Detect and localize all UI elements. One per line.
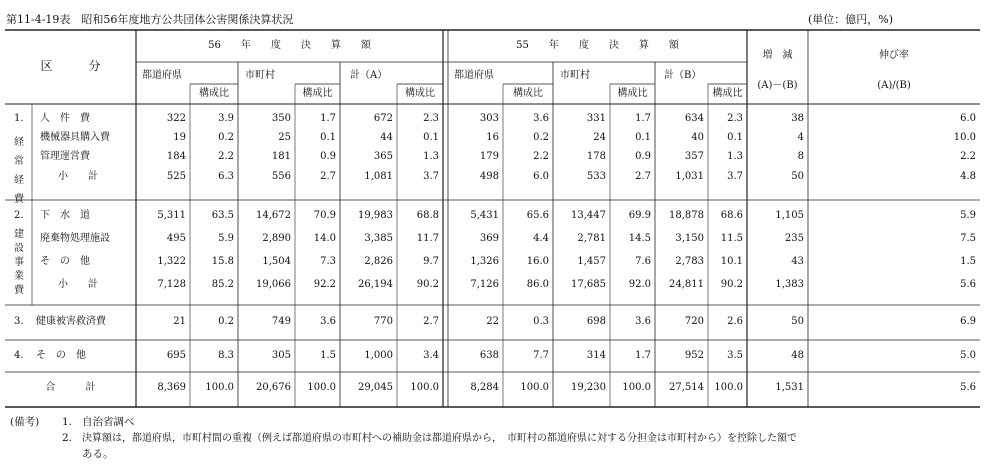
- table-cell: 6.9: [960, 316, 976, 327]
- header-ratio: 構成比: [405, 88, 435, 99]
- table-cell: 24,811: [669, 279, 704, 290]
- table-cell: 100.0: [410, 382, 439, 393]
- table-cell: 0.1: [423, 132, 439, 143]
- table-cell: 40: [691, 132, 704, 143]
- table-cell: 0.1: [727, 132, 743, 143]
- table-cell: 25: [278, 132, 291, 143]
- table-cell: 19,983: [358, 210, 393, 221]
- table-cell: 365: [373, 151, 393, 162]
- header-muni-55: 市町村: [560, 70, 590, 81]
- table-cell: 3.7: [727, 171, 743, 182]
- table-cell: 672: [373, 113, 393, 124]
- table-cell: 533: [586, 171, 606, 182]
- row-label: 健康被害救済費: [36, 316, 106, 327]
- table-cell: 24: [593, 132, 606, 143]
- table-cell: 9.7: [423, 256, 439, 267]
- table-cell: 86.0: [526, 279, 549, 290]
- table-cell: 7.7: [533, 350, 549, 361]
- table-cell: 2.3: [727, 113, 743, 124]
- note-2-no: 2.: [62, 432, 73, 444]
- table-cell: 15.8: [211, 256, 234, 267]
- row-label: 小 計: [58, 279, 98, 290]
- table-cell: 357: [684, 151, 704, 162]
- table-cell: 100.0: [714, 382, 743, 393]
- table-cell: 1.7: [320, 113, 336, 124]
- table-cell: 3,385: [364, 233, 393, 244]
- table-cell: 2.6: [727, 316, 743, 327]
- table-cell: 495: [166, 233, 186, 244]
- table-cell: 38: [791, 113, 804, 124]
- group-label-2: 建 設 事 業 費: [14, 229, 24, 296]
- note-1: 自治省調べ: [82, 416, 135, 428]
- table-cell: 8,284: [470, 382, 499, 393]
- table-cell: 0.2: [218, 316, 234, 327]
- table-cell: 305: [271, 350, 291, 361]
- header-year55: 55 年 度 決 算 額: [516, 40, 679, 51]
- table-cell: 100.0: [205, 382, 234, 393]
- table-cell: 331: [586, 113, 606, 124]
- table-cell: 7.3: [320, 256, 336, 267]
- table-cell: 14.0: [313, 233, 336, 244]
- table-cell: 22: [486, 316, 499, 327]
- table-cell: 634: [684, 113, 704, 124]
- table-cell: 43: [791, 256, 804, 267]
- table-cell: 322: [166, 113, 186, 124]
- table-cell: 7.6: [635, 256, 651, 267]
- group-no: 2.: [14, 210, 24, 221]
- table-cell: 92.0: [628, 279, 651, 290]
- row-label: 小 計: [58, 171, 98, 182]
- table-cell: 0.2: [218, 132, 234, 143]
- table-cell: 7.5: [960, 233, 976, 244]
- table-cell: 3.6: [635, 316, 651, 327]
- header-change-formula: (A)－(B): [757, 80, 798, 91]
- table-cell: 20,676: [256, 382, 291, 393]
- table-cell: 369: [479, 233, 499, 244]
- header-growth: 伸び率: [879, 50, 909, 61]
- unit-label: (単位：億円，%): [808, 13, 894, 26]
- table-cell: 63.5: [211, 210, 234, 221]
- table-cell: 5.0: [960, 350, 976, 361]
- table-cell: 92.2: [313, 279, 336, 290]
- table-cell: 184: [166, 151, 186, 162]
- header-ratio: 構成比: [199, 88, 229, 99]
- note-2: 決算額は，都道府県，市町村間の重複（例えば都道府県の市町村への補助金は都道府県から， 市町村の都道府県に対する分担金は市町村から）を控除した額で: [82, 433, 797, 444]
- table-cell: 698: [586, 316, 606, 327]
- table-cell: 4.8: [960, 171, 976, 182]
- table-cell: 19,066: [256, 279, 291, 290]
- table-cell: 6.3: [218, 171, 234, 182]
- table-cell: 1,105: [775, 210, 804, 221]
- table-cell: 19,230: [571, 382, 606, 393]
- header-ratio: 構成比: [712, 88, 743, 99]
- table-cell: 1,383: [775, 279, 804, 290]
- table-cell: 2,783: [675, 256, 704, 267]
- table-cell: 5.9: [960, 210, 976, 221]
- header-growth-formula: (A)/(B): [877, 80, 911, 91]
- table-cell: 181: [271, 151, 291, 162]
- table-cell: 3.9: [218, 113, 234, 124]
- table-cell: 3.6: [320, 316, 336, 327]
- table-cell: 90.2: [720, 279, 743, 290]
- table-cell: 65.6: [526, 210, 549, 221]
- header-pref-55: 都道府県: [454, 70, 494, 81]
- header-total-a: 計（A）: [350, 70, 388, 81]
- table-cell: 3.6: [533, 113, 549, 124]
- table-cell: 1.3: [423, 151, 439, 162]
- table-cell: 100.0: [520, 382, 549, 393]
- group-no: 1.: [14, 113, 24, 124]
- row-label: 下 水 道: [40, 210, 90, 221]
- table-cell: 8.3: [218, 350, 234, 361]
- table-cell: 0.9: [635, 151, 651, 162]
- table-cell: 3,150: [675, 233, 704, 244]
- notes-prefix: (備考): [10, 416, 40, 428]
- table-cell: 16: [486, 132, 499, 143]
- table-cell: 68.8: [416, 210, 439, 221]
- table-cell: 1,000: [364, 350, 393, 361]
- table-cell: 2,781: [577, 233, 606, 244]
- table-cell: 1.7: [635, 113, 651, 124]
- table-cell: 27,514: [669, 382, 704, 393]
- note-2-cont: ある。: [82, 448, 114, 460]
- table-cell: 2.7: [423, 316, 439, 327]
- table-cell: 4.4: [533, 233, 549, 244]
- table-cell: 8,369: [157, 382, 186, 393]
- header-pref-56: 都道府県: [142, 70, 182, 81]
- table-cell: 179: [479, 151, 499, 162]
- table-cell: 5.9: [218, 233, 234, 244]
- table-title: 第11-4-19表 昭和56年度地方公共団体公害関係決算状況: [6, 13, 294, 26]
- table-cell: 11.7: [416, 233, 439, 244]
- table-cell: 17,685: [571, 279, 606, 290]
- table-cell: 90.2: [416, 279, 439, 290]
- table-cell: 16.0: [526, 256, 549, 267]
- table-cell: 6.0: [960, 113, 976, 124]
- header-ratio: 構成比: [617, 88, 648, 99]
- table-cell: 3.5: [727, 350, 743, 361]
- table-cell: 4: [797, 132, 804, 143]
- table-cell: 2,826: [364, 256, 393, 267]
- table-cell: 0.9: [320, 151, 336, 162]
- table-cell: 11.5: [720, 233, 743, 244]
- table-cell: 69.9: [628, 210, 651, 221]
- table-cell: 19: [173, 132, 186, 143]
- header-ratio: 構成比: [513, 88, 543, 99]
- table-cell: 749: [271, 316, 291, 327]
- table-cell: 13,447: [571, 210, 606, 221]
- table-cell: 5.6: [960, 382, 976, 393]
- table-cell: 638: [479, 350, 499, 361]
- table-cell: 1,326: [470, 256, 499, 267]
- table-cell: 1,031: [675, 171, 704, 182]
- table-cell: 3.7: [423, 171, 439, 182]
- table-cell: 1.7: [635, 350, 651, 361]
- table-cell: 5,311: [157, 210, 186, 221]
- table-cell: 1.5: [320, 350, 336, 361]
- header-ratio: 構成比: [302, 88, 333, 99]
- row-label: 管理運営費: [40, 151, 90, 162]
- row-label: そ の 他: [40, 256, 90, 267]
- table-cell: 50: [791, 316, 804, 327]
- table-cell: 2.7: [635, 171, 651, 182]
- table-cell: 48: [791, 350, 804, 361]
- table-cell: 720: [684, 316, 704, 327]
- row-label: 機械器具購入費: [40, 132, 110, 143]
- row-label: 合 計: [45, 382, 96, 393]
- table-cell: 7,126: [470, 279, 499, 290]
- table-cell: 2.7: [320, 171, 336, 182]
- table-cell: 100.0: [622, 382, 651, 393]
- table-cell: 26,194: [358, 279, 393, 290]
- table-cell: 10.1: [720, 256, 743, 267]
- header-total-b: 計（B）: [664, 70, 702, 81]
- table-cell: 235: [784, 233, 804, 244]
- table-cell: 1,322: [157, 256, 186, 267]
- table-cell: 5.6: [960, 279, 976, 290]
- table-cell: 525: [166, 171, 186, 182]
- table-cell: 5,431: [470, 210, 499, 221]
- table-cell: 0.3: [533, 316, 549, 327]
- table-cell: 6.0: [533, 171, 549, 182]
- table-cell: 303: [479, 113, 499, 124]
- table-cell: 1,457: [577, 256, 606, 267]
- table-cell: 50: [791, 171, 804, 182]
- table-cell: 2.3: [423, 113, 439, 124]
- table-cell: 10.0: [953, 132, 976, 143]
- table-cell: 85.2: [211, 279, 234, 290]
- table-cell: 7,128: [157, 279, 186, 290]
- table-cell: 100.0: [307, 382, 336, 393]
- table-cell: 1,081: [364, 171, 393, 182]
- table-cell: 68.6: [720, 210, 743, 221]
- row-label: そ の 他: [36, 350, 86, 361]
- table-cell: 0.2: [533, 132, 549, 143]
- table-cell: 314: [586, 350, 606, 361]
- table-cell: 1,531: [775, 382, 804, 393]
- table-cell: 70.9: [313, 210, 336, 221]
- table-cell: 1.3: [727, 151, 743, 162]
- table-cell: 21: [173, 316, 186, 327]
- table-cell: 0.1: [320, 132, 336, 143]
- table-cell: 498: [479, 171, 499, 182]
- table-cell: 2,890: [262, 233, 291, 244]
- table-cell: 0.1: [635, 132, 651, 143]
- header-muni-56: 市町村: [245, 70, 275, 81]
- table-cell: 350: [271, 113, 291, 124]
- group-no: 3.: [14, 316, 24, 327]
- group-no: 4.: [14, 350, 24, 361]
- table-cell: 1.5: [960, 256, 976, 267]
- header-kubun: 区 分: [40, 59, 101, 73]
- table-cell: 8: [797, 151, 804, 162]
- row-label: 人 件 費: [40, 113, 90, 124]
- table-cell: 952: [684, 350, 704, 361]
- table-cell: 2.2: [218, 151, 234, 162]
- table-cell: 18,878: [669, 210, 704, 221]
- table-cell: 770: [373, 316, 393, 327]
- table-cell: 178: [586, 151, 606, 162]
- table-cell: 1,504: [262, 256, 291, 267]
- note-1-no: 1.: [62, 416, 73, 428]
- header-year56: 56 年 度 決 算 額: [208, 40, 371, 51]
- table-cell: 2.2: [960, 151, 976, 162]
- table-cell: 556: [271, 171, 291, 182]
- group-label-1: 経 常 経 費: [14, 137, 24, 205]
- row-label: 廃棄物処理施設: [40, 233, 110, 244]
- table-cell: 14.5: [628, 233, 651, 244]
- table-cell: 44: [380, 132, 393, 143]
- table-cell: 695: [166, 350, 186, 361]
- table-cell: 14,672: [256, 210, 291, 221]
- table-cell: 3.4: [423, 350, 439, 361]
- table-cell: 29,045: [358, 382, 393, 393]
- table-cell: 2.2: [533, 151, 549, 162]
- header-change: 増 減: [762, 50, 793, 61]
